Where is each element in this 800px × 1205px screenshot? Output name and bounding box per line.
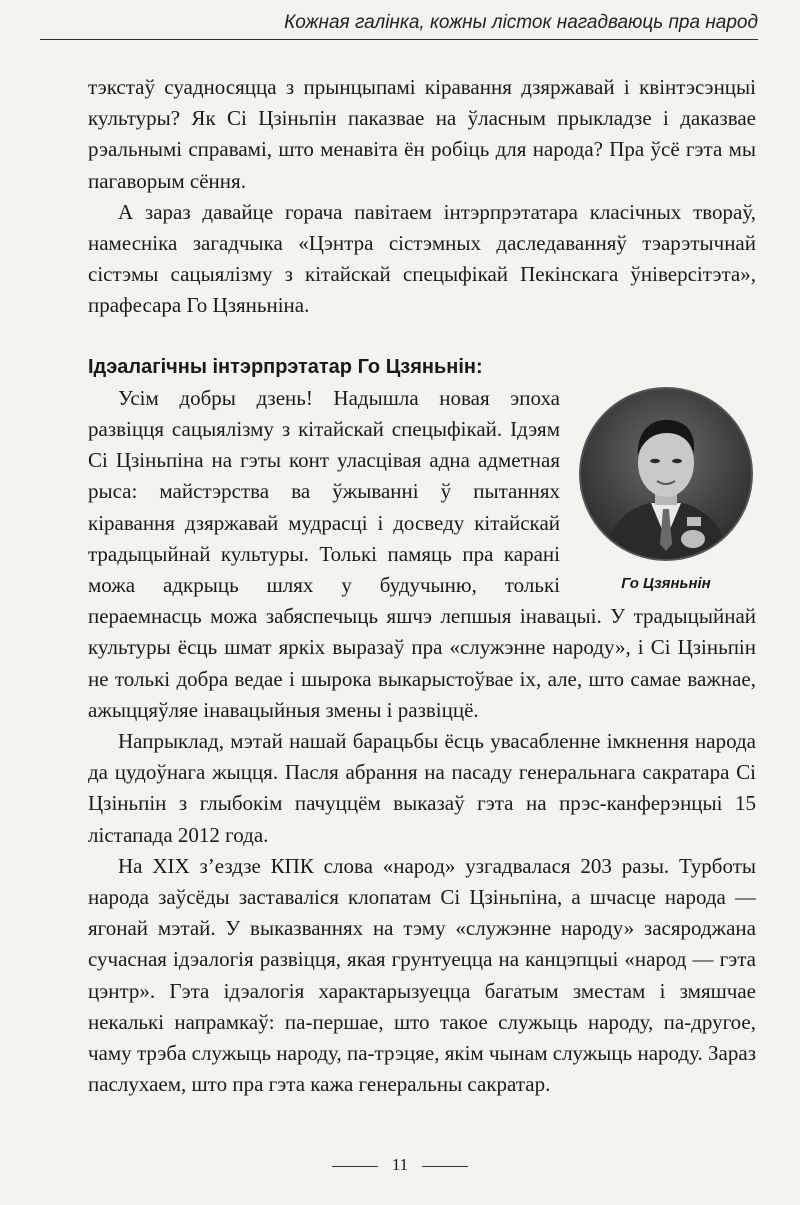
speaker-heading: Ідэалагічны інтэрпрэтатар Го Цзяньнін: — [88, 355, 483, 378]
footer-rule-right — [422, 1166, 468, 1167]
paragraph-4: Напрыклад, мэтай нашай барацьбы ёсць увасабленне імкнення народа да цудоўнага жыцця. Пасля абрання на пасаду генеральнага сакратара Сі Цзіньпін з глыбокім пачуццём выказаў гэта на прэс-канферэнцыі 15 лістапада 2012 года. — [88, 729, 756, 847]
paragraph-3: Усім добры дзень! Надышла новая эпоха развіцця сацыялізму з кітайскай спецыфікай. Ідэям Сі Цзіньпіна на гэты конт уласцівая адна адметная рыса: майстэрства ва ўжыванні ў пытаннях кіравання дзяржавай мудрасці і досведу кітайскай традыцыйнай культуры. Толькі памяць пра карані можа адкрыць шлях у будучыню, толькі пераемнасць можа забяспечыць яшчэ лепшыя інавацыі. У традыцыйнай культуры ёсць шмат яркіх выразаў пра «служэнне народу», і Сі Цзіньпін не толькі добра ведае і шырока выкарыстоўвае іх, але, што самае важнае, ажыццяўляе інавацыйныя змены і развіццё. — [88, 385, 756, 722]
running-header — [40, 12, 758, 40]
portrait-illustration — [581, 389, 751, 559]
portrait-caption: Го Цзяньнін — [621, 574, 711, 592]
portrait-photo — [579, 387, 753, 561]
paragraph-1: тэкстаў суадносяцца з прынцыпамі кіравання дзяржавай і квінтэсэнцыі культуры? Як Сі Цзіньпін паказвае на ўласным прыкладзе і даказвае рэальнымі справамі, што менавіта ён робіць для народа? Пра ўсё гэта мы пагаворым сёння. — [88, 75, 756, 193]
page-footer — [0, 1155, 800, 1175]
page-number: 11 — [391, 1155, 409, 1174]
footer-rule-left — [332, 1166, 378, 1167]
paragraph-2: А зараз давайце горача павітаем інтэрпрэтатара класічных твораў, намесніка загадчыка «Цэнтра сістэмных даследаванняў тэарэтычнай сістэмы сацыялізму з кітайскай спецыфікай Пекінскага ўніверсітэта», прафесара Го Цзяньніна. — [88, 199, 756, 318]
page-body — [88, 72, 756, 1101]
paragraph-5: На XIX з’ездзе КПК слова «народ» узгадвалася 203 разы. Турботы народа заўсёды заставаліся клопатам Сі Цзіньпіна, а шчасце народа — ягонай мэтай. У выказваннях на тэму «служэнне народу» засяроджана сучасная ідэалогія развіцця, якая грунтуецца на канцэпцыі «народ — гэта цэнтр». Гэта ідэалогія характарызуецца багатым зместам і змяшчае некалькі напрамкаў: па-першае, што такое служыць народу, па-другое, чаму трэба служыць народу, па-трэцяе, якім чынам служыць народу. Зараз паслухаем, што пра гэта кажа генеральны сакратар. — [88, 853, 756, 1097]
running-title: Кожная галінка, кожны лісток нагадваюць пра народ — [284, 12, 758, 33]
portrait-figure — [576, 387, 756, 593]
